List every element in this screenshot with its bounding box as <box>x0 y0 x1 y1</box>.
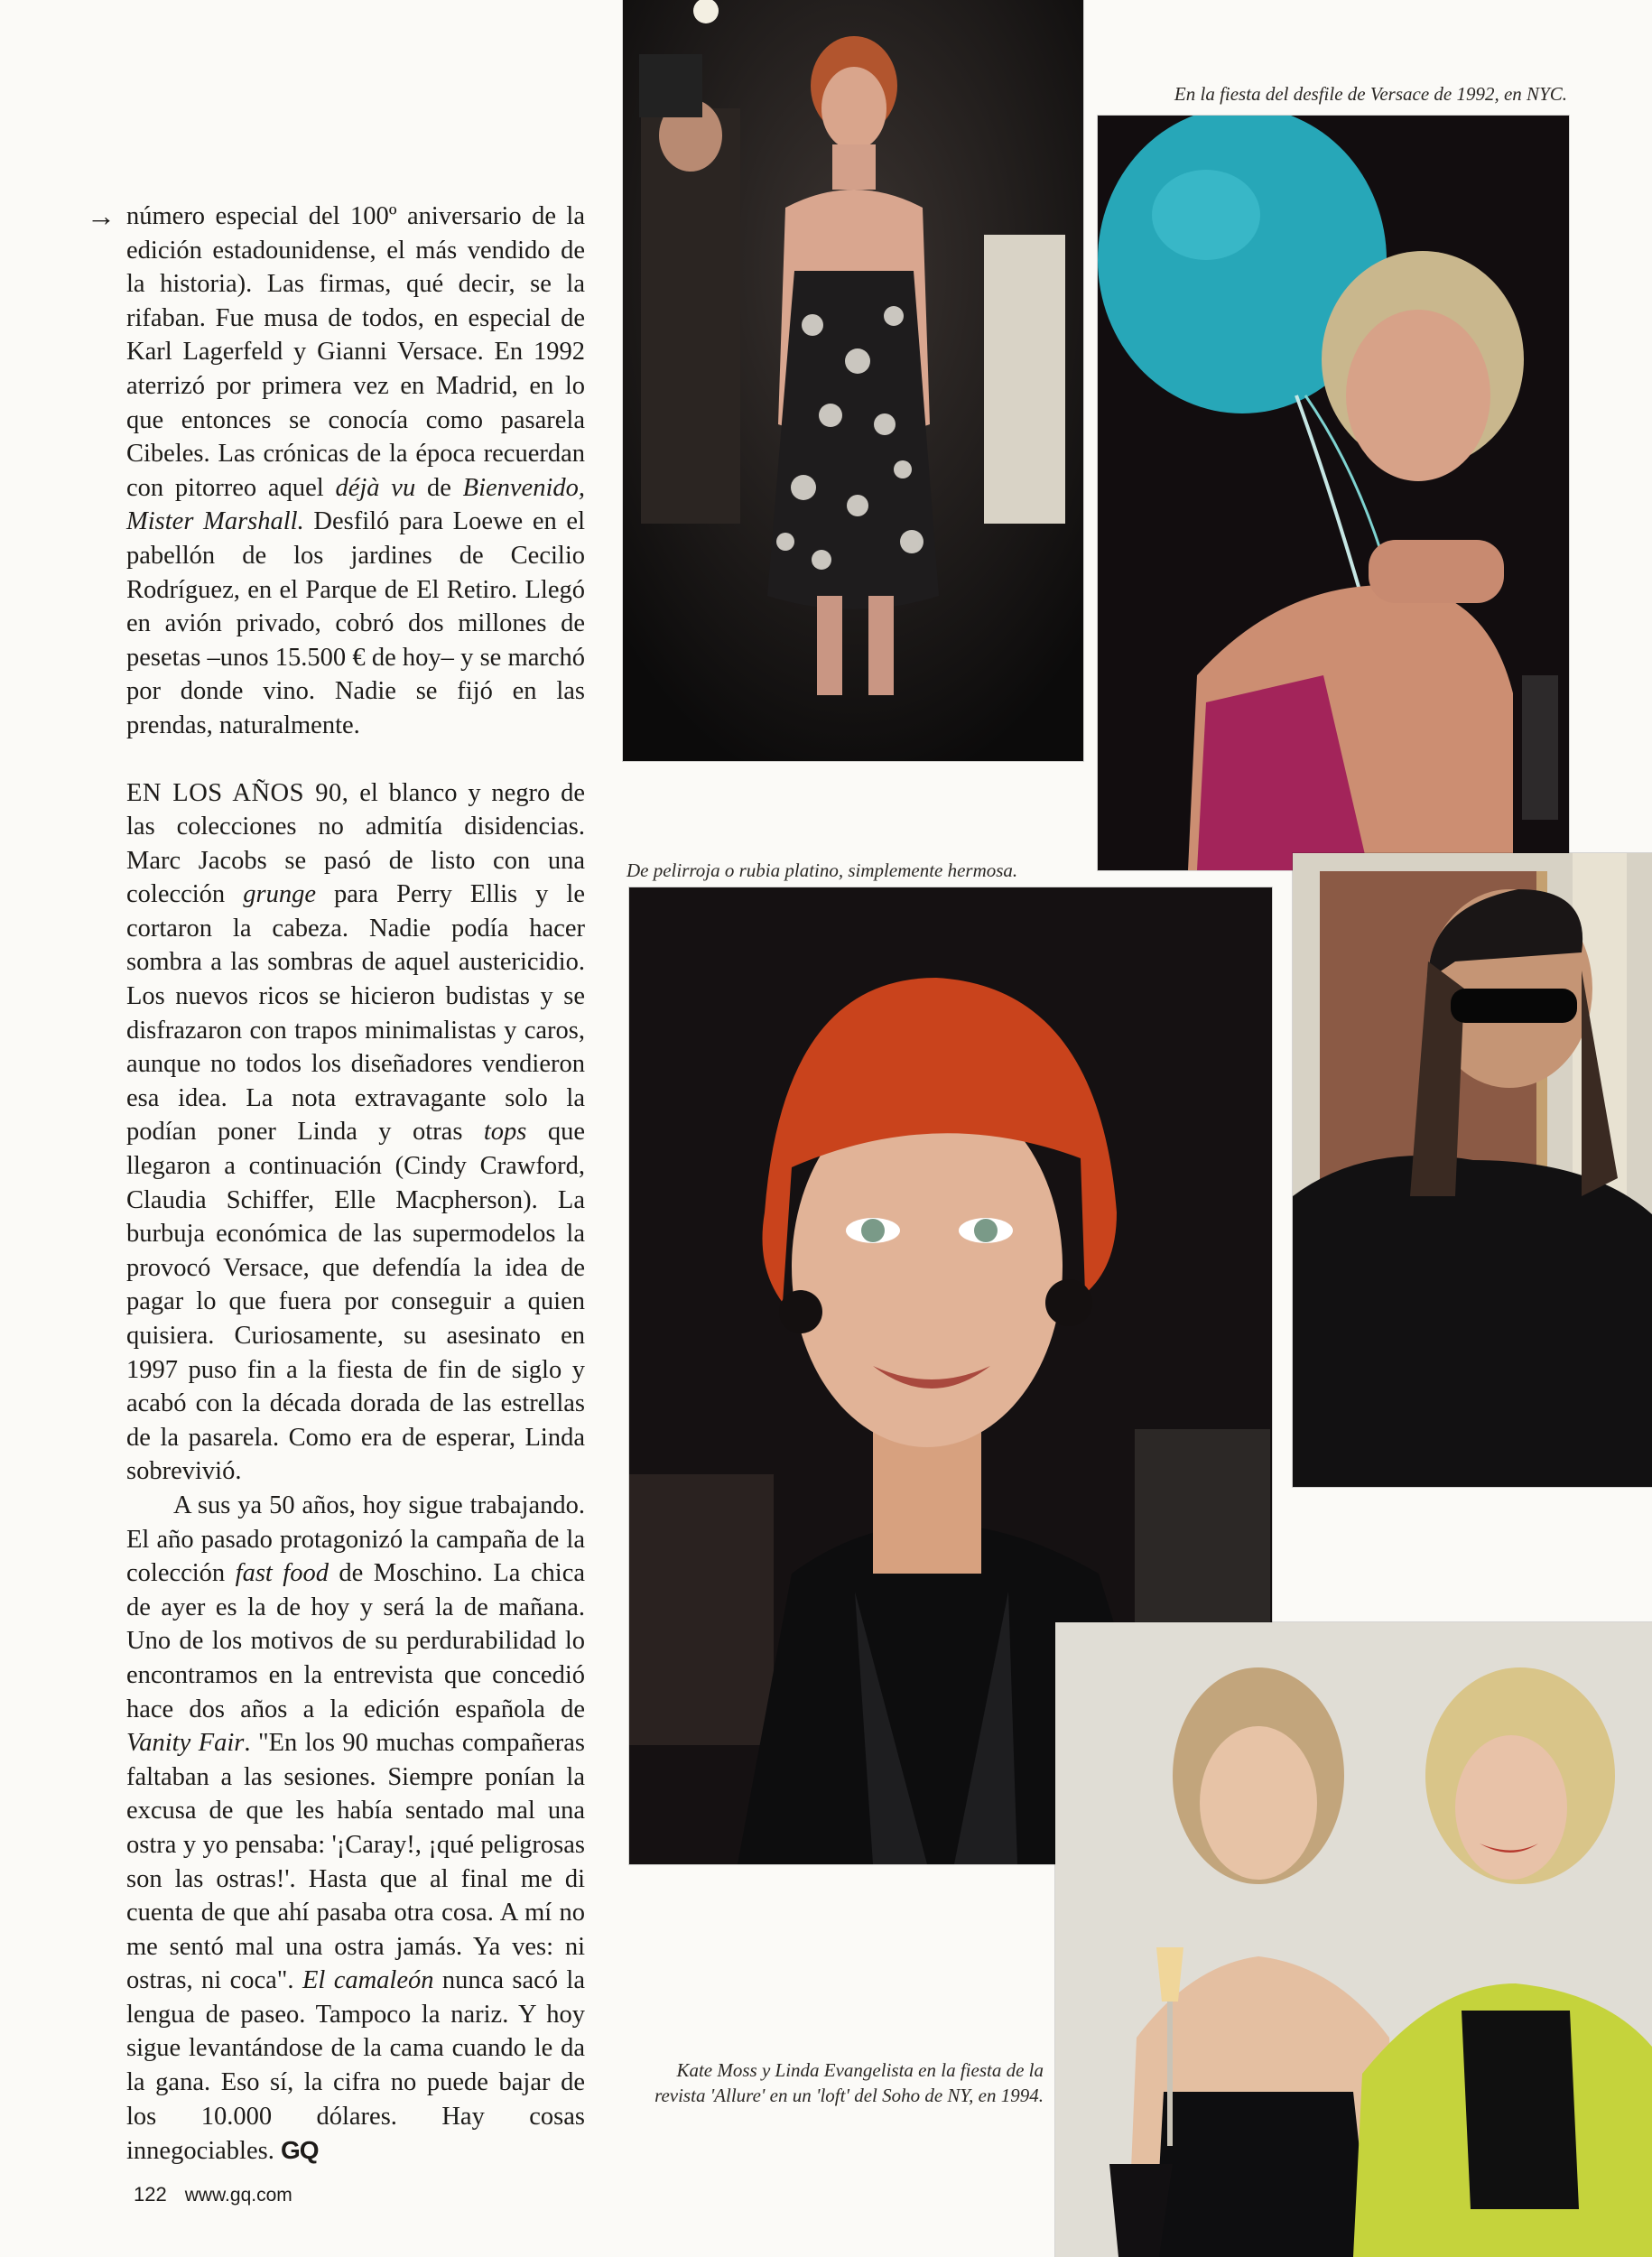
para1-italic-film: Bienvenido, Mister Marshall. <box>126 473 585 536</box>
caption-redhead-blonde: De pelirroja o rubia platino, simplemente hermosa. <box>626 859 1018 881</box>
photo-blonde-balloon <box>1098 116 1569 870</box>
continuation-arrow-icon: → <box>87 200 116 232</box>
paragraph-3 <box>126 1489 585 2169</box>
para2-text-b: para Perry Ellis y le cortaron la cabeza. Nadie podía hacer sombra a las sombras de aquel austericidio. Los nuevos ricos se hicieron budistas y se disfrazaron con trapos minimalistas y caros, aunque no todos los diseñadores vendieron esa idea. La nota extravagante solo la podían poner Linda y otras <box>126 880 585 1147</box>
para3-text-b: de Moschino. La chica de ayer es la de hoy y será la de mañana. Uno de los motivos de su perdurabilidad lo encontramos en la entrevista que concedió hace dos años a la edición española de <box>126 1559 586 1723</box>
photo-kate-moss-linda <box>1055 1622 1652 2257</box>
photo-man-sunglasses <box>1293 853 1652 1487</box>
para3-italic-vanity-fair: Vanity Fair <box>126 1729 245 1758</box>
para2-text-c: que llegaron a continuación (Cindy Crawford, Claudia Schiffer, Elle Macpherson). La burbuja económica de las supermodelos la provocó Versace, que defendía la idea de pagar lo que fuera por conseguir a quien quisiera. Curiosamente, su asesinato en 1997 puso fin a la fiesta de fin de siglo y acabó con la década dorada de las estrellas de la pasarela. Como era de esperar, Linda sobrevivió. <box>126 1118 585 1486</box>
para3-text-d: nunca sacó la lengua de paseo. Tampoco la nariz. Y hoy sigue levantándose de la cama cuando le da la gana. Eso sí, la cifra no puede bajar de los 10.000 dólares. Hay cosas innegociables. <box>126 1966 585 2166</box>
page-number: 122 <box>134 2183 167 2206</box>
caption-line-2: revista 'Allure' en un 'loft' del Soho de NY, en 1994. <box>654 2085 1044 2106</box>
website-link[interactable]: www.gq.com <box>184 2185 292 2206</box>
paragraph-2 <box>126 776 585 1489</box>
para3-text-c: . "En los 90 muchas compañeras faltaban a las sesiones. Siempre ponían la excusa de que les había sentado mal una ostra y yo pensaba: '¡Caray!, ¡qué peligrosas son las ostras!'. Hasta que al final me di cuenta de que ahí pasaba otra cosa. A mí no me sentó mal una ostra jamás. Ya ves: ni ostras, ni coca". <box>126 1729 586 1995</box>
para1-italic-deja-vu: déjà vu <box>335 473 416 502</box>
para1-mid: de <box>415 473 463 502</box>
caption-line-1: Kate Moss y Linda Evangelista en la fiesta de la <box>676 2059 1044 2081</box>
gq-signoff-logo: GQ <box>280 2136 319 2165</box>
caption-versace-party: En la fiesta del desfile de Versace de 1992, en NYC. <box>1174 83 1567 105</box>
para2-italic-tops: tops <box>483 1118 527 1147</box>
para2-italic-grunge: grunge <box>243 880 316 909</box>
para3-text-a: A sus ya 50 años, hoy sigue trabajando. El año pasado protagonizó la campaña de la colección <box>126 1491 585 1588</box>
article-body <box>87 200 586 2169</box>
page-folio <box>134 2183 292 2206</box>
paragraph-1 <box>126 200 585 743</box>
photo-patterned-dress <box>623 0 1083 761</box>
caption-kate-moss-linda <box>587 2057 1044 2108</box>
para2-lead-in: EN LOS AÑOS 90, <box>126 778 349 807</box>
para3-italic-fast-food: fast food <box>235 1559 329 1588</box>
para2-text-a: el blanco y negro de las colecciones no admitía disidencias. Marc Jacobs se pasó de listo con una colección <box>126 778 586 909</box>
para3-italic-camaleon: El camaleón <box>302 1966 434 1995</box>
para1-text: número especial del 100º aniversario de la edición estadounidense, el más vendido de la historia). Las firmas, qué decir, se la rifaban. Fue musa de todos, en especial de Karl Lagerfeld y Gianni Versace. En 1992 aterrizó por primera vez en Madrid, en lo que entonces se conocía como pasarela Cibeles. Las crónicas de la época recuerdan con pitorreo aquel <box>126 202 585 502</box>
para1-end: Desfiló para Loewe en el pabellón de los jardines de Cecilio Rodríguez, en el Parque de El Retiro. Llegó en avión privado, cobró dos millones de pesetas –unos 15.500 € de hoy– y se marchó por donde vino. Nadie se fijó en las prendas, naturalmente. <box>126 507 585 739</box>
